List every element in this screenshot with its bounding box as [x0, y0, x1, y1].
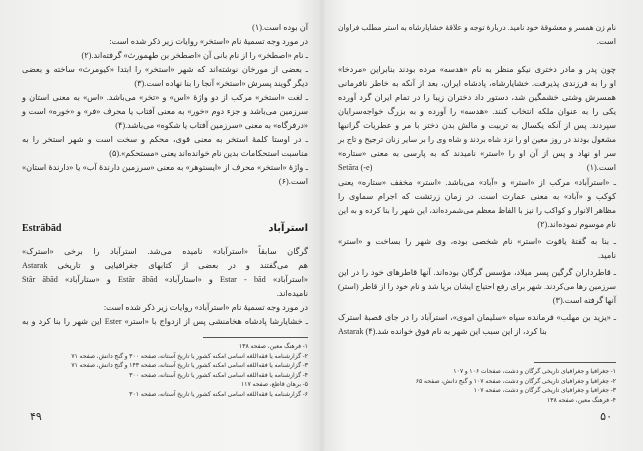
footnote-divider — [534, 362, 616, 363]
right-page-line: Astarak بنا کرد، از این سبب این شهر به نام فوق خوانده شد.(۴) — [338, 327, 547, 336]
transliteration: Setāra (-e) — [338, 163, 373, 172]
left-page — [22, 0, 308, 451]
right-page-line: سرزمین رها می‌کردند. شهر برای رفع احتیاج ایشان برپا شد و نام خود را از قاطر (استر) — [338, 282, 616, 291]
right-page-line: یکی را به عنوان ملکه انتخاب کنند. «هدسه» را آورده و به بزرگ خواجه‌سرایان — [338, 107, 616, 116]
left-page-line: در مورد وجه تسمیهٔ نام «استخر» روایات زیر ذکر شده است: — [109, 37, 308, 46]
page-number: ۴۹ — [30, 410, 42, 423]
left-page-line: مناسبت استحکامات بدین نام خوانده‌اند یعنی «مستحکم».(۵) — [109, 149, 308, 158]
right-page-line: ـ قاطرداران گرگین پسر میلاد، مؤسس گرگان بوده‌اند. آنها قاطرهای خود را در این — [338, 268, 616, 277]
right-page-line: همسرش وشتی خشمگین شد، دستور داد دختران زیبا را در تمام ایران گرد آورده — [338, 93, 616, 102]
right-page-line: مظاهر الانوار و کواکب را نیز با الفاظ معظم می‌شمرده‌اند، این شهر را بنا کرده و به این — [338, 206, 616, 215]
left-page-line: ـ در اوستا کلمهٔ استخر به معنی قوی، محکم و سخت است و شهر استخر را به — [22, 135, 308, 144]
section-heading-persian: استرآباد — [268, 223, 308, 234]
footnote-divider — [203, 337, 308, 338]
section-line: ـ خشایارشا پادشاه هخامنشی پس از ازدواج با «استر» Ester این شهر را بنا کرد و به — [22, 317, 308, 326]
left-page-line: آن بوده است.(۱) — [252, 23, 308, 32]
section-heading — [22, 222, 308, 236]
section-line: Astarak هم می‌گفتند و در بعضی از کتابهای جغرافیایی و تاریخی — [22, 261, 308, 270]
right-page-line: است.(۱) — [586, 163, 616, 172]
right-page-line: سر او نهاد و پس از آن او را «استر» نامیدند که به پارسی به معنی «ستاره» — [338, 149, 616, 158]
footnote: ۴- گزارشنامه یا فقه‌اللغه اسامی امکنه کشور یا تاریخ آستانه، صفحه ۳۰۰ — [129, 371, 308, 379]
right-page-line: چون پدر و مادر دختری نیکو منظر به نام «هدسه» مرده بودند بنابراین «مردخا» — [338, 65, 616, 74]
right-page-line: او را به فرزندی پذیرفت. خشایارشاه، پادشاه ایران، بعد از آنکه به خاطر نافرمانی — [338, 79, 616, 88]
right-page-line: نام زن همسر و معشوقهٔ خود نامید. دربارهٔ توجه و علاقهٔ خشایارشاه به استر مطلب فراوان — [338, 23, 616, 32]
right-page-line: نامید. — [598, 251, 616, 260]
footnote: ۳- جغرافیا و جغرافیای تاریخی گرگان و دشت، صفحه ۱۰۷ — [473, 387, 616, 394]
footnote: ۵- برهان قاطع، صفحه ۱۱۷ — [240, 381, 308, 388]
left-page-line: دیگر گویند پسرش «استخر» آنجا را بنا نهاده است.(۳) — [134, 79, 308, 88]
right-page-line: نام موسوم نموده‌اند.(۲) — [537, 220, 616, 229]
section-line: «استرآباد» Estar - bād و «استارآباد» Estār ābād و «ستارآباد» Stār ābād — [22, 275, 308, 284]
footnote: ۱- فرهنگ معین، صفحه ۱۳۸ — [238, 343, 308, 350]
section-heading-latin: Estrābād — [22, 223, 62, 234]
right-page-line: مشغول بودند در روز معین او را نزد شاه بردند و شاه وی را بر سایر زنان ترجیح و تاج بر — [338, 135, 616, 144]
footnote: ۲- گزارشنامه یا فقه‌اللغه اسامی امکنه کشور یا تاریخ آستانه، صفحه ۳۰۰ و گنج دانش، صفحه ۷۱ — [71, 352, 308, 360]
left-page-line: «درفرگاه» به معنی «سرزمین آفتاب یا شکوه» می‌باشد.(۴) — [115, 121, 308, 130]
left-page-line: سرزمین می‌باشد و جزء دوم «خور» به معنی آفتاب یا محرف «فر» و «خوره» است و — [22, 107, 308, 116]
left-page-line: است.(۶) — [278, 177, 308, 186]
section-line: نامیده‌اند. — [276, 289, 308, 298]
right-page-line: ـ «استرآباد» مرکب از «استر» و «آباد» می‌باشد. «استر» مخفف «ستاره» یعنی — [338, 178, 616, 187]
section-line: در مورد وجه تسمیهٔ نام «استرآباد» روایات زیر ذکر شده است: — [103, 303, 308, 312]
left-page-line: ـ واژهٔ «استخر» محرف از «ایستوهر» به معنی «سرزمین دارندهٔ آب» یا «دارندهٔ استان» — [22, 163, 308, 172]
right-page-line: کوکب و «آباد» به معنی عمارت است. در زمان زرتشت که اجرام سماوی را — [338, 192, 616, 201]
footnote: ۳- گزارشنامه یا فقه‌اللغه اسامی امکنه کشور یا تاریخ آستانه، صفحه ۱۴۳ و گنج دانش، صفحه ۷۱ — [71, 362, 308, 369]
left-page-line: ـ بعضی از مورخان نوشته‌اند که شهر «استخر» را ابتدا «کیومرث» ساخته و بعضی — [22, 65, 308, 74]
left-page-line: ـ لغت «استخر» مرکب از دو واژهٔ «اس» و «تخر» می‌باشد. «اس» به معنی استان و — [22, 93, 308, 102]
right-page-line: است. — [596, 37, 616, 46]
footnote: ۴- فرهنگ معین، صفحه ۱۳۸ — [546, 396, 616, 404]
page-number: ۵۰ — [600, 410, 612, 423]
right-page-line: سپردند. پس از آنکه یکسال به تربیت و مالش بدن دختر با مر و عطریات گرانبها — [338, 121, 616, 130]
right-page-line: آنها گرفته است.(۳) — [552, 296, 616, 305]
footnote: ۲- جغرافیا و جغرافیای تاریخی گرگان و دشت، صفحه ۱۰۷ و گنج دانش، صفحه ۶۵ — [415, 377, 616, 385]
right-page-line: ـ «یزید بن مهلب» فرمانده سپاه «سلیمان اموی»، استرآباد را در جای قصبهٔ استرک — [338, 313, 616, 322]
left-page-line: ـ نام «اصطخر» را از نام بانی آن «اصطخر بن طهمورث» گرفته‌اند.(۲) — [81, 51, 308, 60]
right-page — [338, 0, 616, 451]
right-page-line: ـ بنا به گفتهٔ یاقوت «استر» نام شخصی بوده، وی شهر را بساخت و «استر» — [338, 237, 616, 246]
footnote: ۶- گزارشنامه یا فقه‌اللغه اسامی امکنه کشور یا تاریخ آستانه، صفحه ۳۰۱ — [129, 390, 308, 398]
section-line: گرگان سابقاً «استرآباد» نامیده می‌شد. استرآباد را برخی «استرک» — [22, 247, 308, 256]
footnote: ۱- جغرافیا و جغرافیای تاریخی گرگان و دشت، صفحات ۱۰۶ و ۱۰۷ — [453, 368, 616, 375]
